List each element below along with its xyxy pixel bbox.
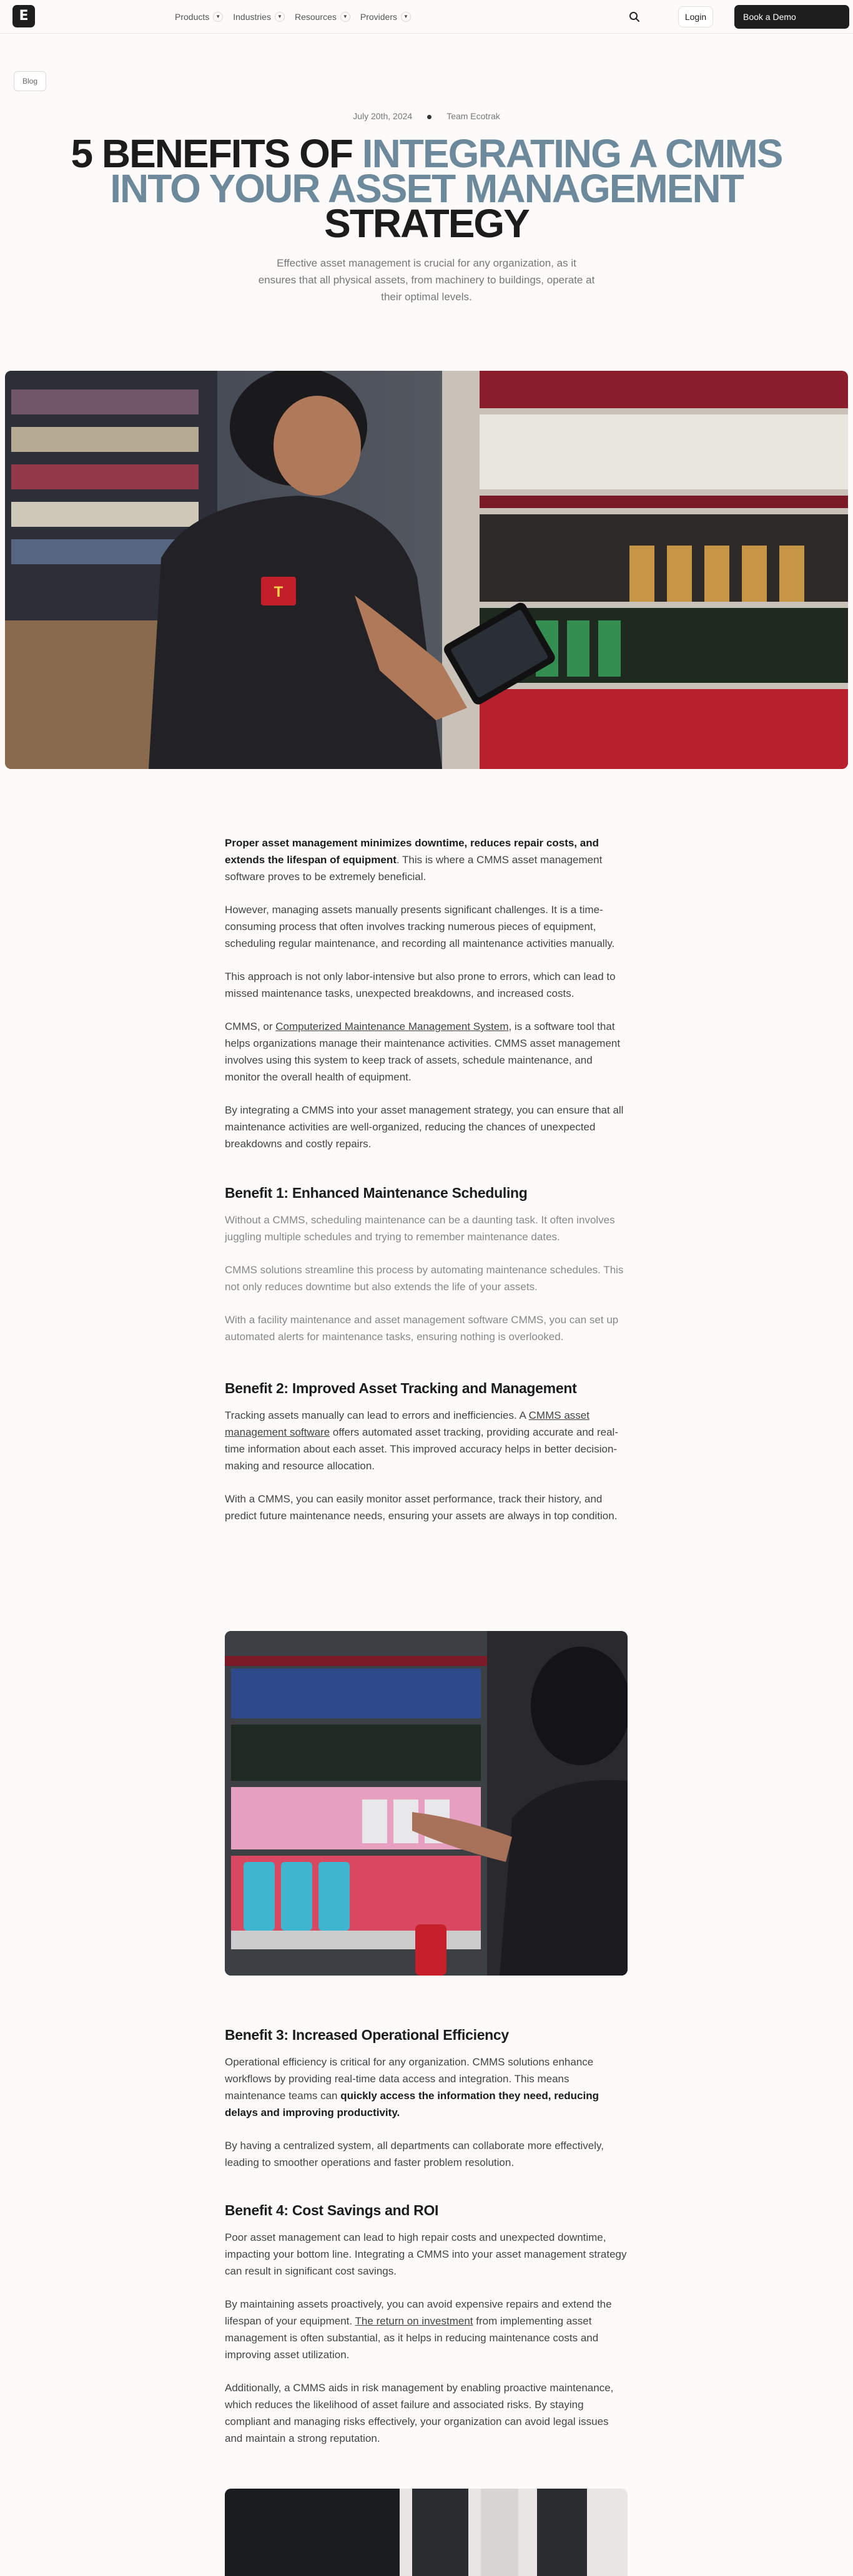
window-photo-illustration xyxy=(225,2489,628,2576)
nav-item-industries[interactable] xyxy=(233,10,285,24)
cmms-link[interactable]: Computerized Maintenance Management System xyxy=(275,1021,509,1032)
page-subtitle: Effective asset management is crucial for any organization, as it ensures that all physical assets, from machinery to buildings, operate at their optimal levels. xyxy=(258,257,595,303)
article-paragraph: However, managing assets manually presents significant challenges. It is a time-consuming process that often involves tracking numerous pieces of equipment, scheduling regular maintenance, and recording all maintenance activities manually. xyxy=(225,904,615,949)
bold-text: Proper asset management minimizes downtime, reduces repair costs, and extends the lifespan of equipment xyxy=(225,837,599,866)
article-paragraph: With a facility maintenance and asset management software CMMS, you can set up automated alerts for maintenance tasks, ensuring nothing is overlooked. xyxy=(225,1314,619,1343)
blog-tag[interactable]: Blog xyxy=(14,71,46,91)
logo[interactable]: E xyxy=(12,5,35,27)
text-span: CMMS, or xyxy=(225,1021,276,1032)
separator-dot xyxy=(427,115,431,119)
title-part-2: STRATEGY xyxy=(324,201,529,246)
article-paragraph: CMMS solutions streamline this process by automating maintenance schedules. This not only reduces downtime but also extends the life of your assets. xyxy=(225,1264,624,1293)
nav-item-label: Industries xyxy=(233,12,271,22)
nav-menu xyxy=(175,10,411,24)
article-paragraph: Poor asset management can lead to high repair costs and unexpected downtime, impacting your bottom line. Integrating a CMMS into your asset management strategy can result in significant cost savings. xyxy=(225,2231,627,2277)
nav-item-label: Products xyxy=(175,12,210,22)
text-span: Tracking assets manually can lead to errors and inefficiencies. A xyxy=(225,1409,529,1421)
chevron-down-icon: ▼ xyxy=(275,12,285,22)
section-heading-benefit-2: Benefit 2: Improved Asset Tracking and Management xyxy=(225,1380,577,1396)
hero-photo-illustration xyxy=(5,371,848,769)
text-span: offers automated asset tracking, providing accurate and real-time information about each asset. This improved accuracy helps in better decision-making and resource allocation. xyxy=(225,1426,618,1472)
text-span: By maintaining assets proactively, you can avoid expensive repairs and extend the lifespan of your equipment. xyxy=(225,2298,612,2327)
hero-photo-worker-with-tablet xyxy=(5,371,848,769)
article-paragraph: Additionally, a CMMS aids in risk management by enabling proactive maintenance, which reduces the likelihood of asset failure and associated risks. By staying compliant and managing risks effectively, your organization can avoid legal issues and maintain a strong reputation. xyxy=(225,2382,614,2444)
title-accent: INTEGRATING A CMMS INTO YOUR ASSET MANAGEMENT xyxy=(110,131,782,211)
book-demo-button[interactable]: Book a Demo xyxy=(734,5,849,29)
top-nav xyxy=(0,0,853,34)
bold-text: quickly access the information they need, reducing delays and improving productivity. xyxy=(225,2090,599,2118)
article-paragraph: With a CMMS, you can easily monitor asset performance, track their history, and predict future maintenance needs, ensuring your assets are always in top condition. xyxy=(225,1493,618,1522)
cooler-photo-illustration xyxy=(225,1631,628,1976)
post-meta xyxy=(0,111,853,121)
chevron-down-icon: ▼ xyxy=(213,12,223,22)
login-button[interactable]: Login xyxy=(678,6,713,27)
chevron-down-icon: ▼ xyxy=(401,12,411,22)
photo-worker-at-cooler xyxy=(225,1631,628,1976)
nav-item-label: Providers xyxy=(360,12,398,22)
article-paragraph xyxy=(225,835,628,885)
chevron-down-icon: ▼ xyxy=(340,12,350,22)
article-paragraph xyxy=(225,2296,628,2363)
cmms-software-link[interactable]: CMMS asset management software xyxy=(225,1409,589,1438)
nav-item-resources[interactable] xyxy=(295,10,350,24)
page-title xyxy=(52,131,801,246)
post-author: Team Ecotrak xyxy=(446,111,500,121)
text-span: from implementing asset management is often substantial, as it helps in reducing maintenance costs and improving asset utilization. xyxy=(225,2315,599,2361)
article-paragraph xyxy=(225,1407,628,1474)
article-body xyxy=(225,835,628,1540)
section-heading-benefit-4: Benefit 4: Cost Savings and ROI xyxy=(225,2202,439,2218)
article-paragraph: By integrating a CMMS into your asset management strategy, you can ensure that all maintenance activities are well-organized, reducing the chances of unexpected breakdowns and costly repairs. xyxy=(225,1104,624,1150)
nav-item-label: Resources xyxy=(294,12,337,22)
search-icon[interactable] xyxy=(628,11,641,23)
photo-window-interior xyxy=(225,2489,628,2576)
text-span: Operational efficiency is critical for any organization. CMMS solutions enhance workflows by providing real-time data access and integration. This means maintenance teams can xyxy=(225,2056,594,2102)
title-part-1: 5 BENEFITS OF xyxy=(71,131,362,176)
nav-item-providers[interactable] xyxy=(360,10,411,24)
post-date: July 20th, 2024 xyxy=(353,111,413,121)
article-paragraph: By having a centralized system, all departments can collaborate more effectively, leading to smoother operations and faster problem resolution. xyxy=(225,2140,604,2168)
text-span: , is a software tool that helps organizations manage their maintenance activities. CMMS asset management involves using this system to keep track of assets, schedule maintenance, and monitor the overall health of equipment. xyxy=(225,1021,621,1083)
section-heading-benefit-1: Benefit 1: Enhanced Maintenance Scheduling xyxy=(225,1185,528,1201)
article-paragraph: Without a CMMS, scheduling maintenance can be a daunting task. It often involves juggling multiple schedules and trying to remember maintenance dates. xyxy=(225,1214,615,1243)
section-heading-benefit-3: Benefit 3: Increased Operational Efficiency xyxy=(225,2027,509,2043)
article-body-continued xyxy=(225,2027,628,2463)
article-paragraph xyxy=(225,2054,628,2121)
article-paragraph: This approach is not only labor-intensive but also prone to errors, which can lead to missed maintenance tasks, unexpected breakdowns, and increased costs. xyxy=(225,971,616,999)
roi-link[interactable]: The return on investment xyxy=(355,2315,473,2327)
text-span: . This is where a CMMS asset management software proves to be extremely beneficial. xyxy=(225,854,603,883)
article-paragraph xyxy=(225,1018,628,1085)
nav-item-products[interactable] xyxy=(175,10,223,24)
svg-text:T: T xyxy=(274,584,284,600)
